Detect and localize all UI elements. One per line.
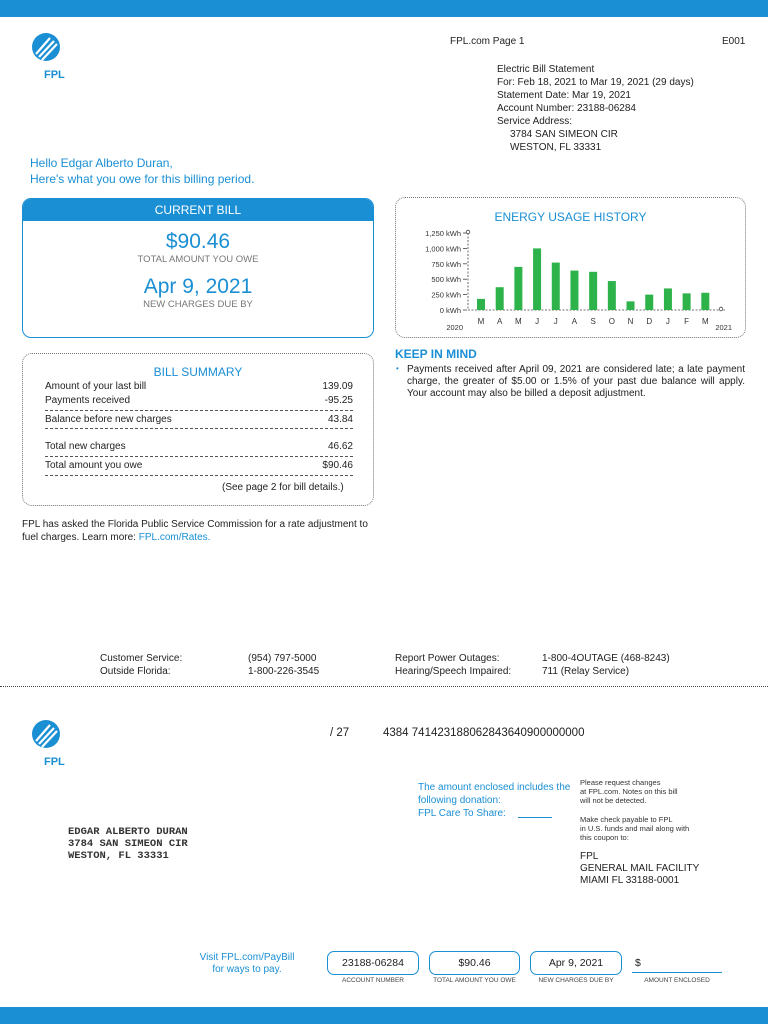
summary-value: 46.62 xyxy=(327,441,353,452)
outside-florida-label: Outside Florida: xyxy=(100,666,171,677)
usage-bar xyxy=(589,272,597,310)
power-outages-label: Report Power Outages: xyxy=(395,653,500,664)
keep-in-mind-title: KEEP IN MIND xyxy=(395,347,477,361)
greeting xyxy=(30,155,254,187)
coupon-slash-number: / 27 xyxy=(330,727,350,739)
statement-title: Electric Bill Statement xyxy=(497,64,595,75)
amount-enclosed-field[interactable] xyxy=(632,972,722,973)
usage-bar xyxy=(477,299,485,310)
usage-bar xyxy=(627,301,635,310)
service-address-label: Service Address: xyxy=(497,116,573,127)
check-note-line3: this coupon to: xyxy=(580,833,629,842)
check-note-line1: Make check payable to FPL xyxy=(580,815,673,824)
customer-city: WESTON, FL 33331 xyxy=(68,850,169,862)
change-note-line2: at FPL.com. Notes on this bill xyxy=(580,787,678,796)
mail-to-line2: GENERAL MAIL FACILITY xyxy=(580,863,700,874)
usage-bar xyxy=(608,281,616,310)
mail-to-address xyxy=(580,851,699,887)
form-code: E001 xyxy=(722,36,746,47)
x-tick-label: M xyxy=(477,317,485,326)
y-tick-label: 1,250 kWh xyxy=(425,229,461,238)
usage-bar xyxy=(683,293,691,310)
donation-text xyxy=(418,781,570,820)
summary-divider xyxy=(45,428,353,429)
year-end-label: 2021 xyxy=(715,323,732,332)
change-note xyxy=(580,778,678,805)
x-tick-label: M xyxy=(515,317,522,326)
donation-amount-field[interactable] xyxy=(518,817,552,818)
x-tick-label: A xyxy=(571,317,578,326)
site-page: FPL.com Page 1 xyxy=(450,36,525,47)
account-number: Account Number: 23188-06284 xyxy=(497,103,636,114)
hearing-impaired-label: Hearing/Speech Impaired: xyxy=(395,666,512,677)
summary-label: Amount of your last bill xyxy=(45,381,147,392)
usage-bar xyxy=(552,263,560,310)
service-address-line2: WESTON, FL 33331 xyxy=(510,142,602,153)
hearing-impaired-phone: 711 (Relay Service) xyxy=(542,666,630,677)
y-tick-label: 1,000 kWh xyxy=(425,244,461,254)
summary-label: Payments received xyxy=(45,395,131,406)
summary-label: Total new charges xyxy=(45,441,126,452)
summary-row-last-bill xyxy=(45,381,353,395)
service-address-line1: 3784 SAN SIMEON CIR xyxy=(510,129,618,140)
amount-enclosed-symbol: $ xyxy=(635,957,641,969)
paybill-note xyxy=(195,952,299,976)
x-tick-label: M xyxy=(701,317,709,326)
usage-bar xyxy=(645,295,653,310)
paybill-line2: for ways to pay. xyxy=(212,964,282,975)
usage-bar xyxy=(533,248,541,310)
tear-line xyxy=(0,686,768,687)
bill-summary-title: BILL SUMMARY xyxy=(153,365,243,379)
summary-divider xyxy=(45,456,353,457)
summary-value: $90.46 xyxy=(322,460,353,471)
usage-bar xyxy=(701,293,709,310)
x-tick-label: F xyxy=(684,317,690,326)
x-tick-label: D xyxy=(646,317,653,326)
check-note-line2: in U.S. funds and mail along with xyxy=(580,824,690,833)
energy-usage-chart xyxy=(395,225,746,337)
x-tick-label: A xyxy=(497,317,503,326)
x-tick-label: S xyxy=(590,317,596,326)
top-bar xyxy=(0,0,768,17)
greeting-line1: Hello Edgar Alberto Duran, xyxy=(30,156,173,170)
current-month-marker xyxy=(719,307,723,311)
y-tick-label: 500 kWh xyxy=(431,275,461,285)
amount-enclosed-label: AMOUNT ENCLOSED xyxy=(644,977,710,984)
summary-value: 43.84 xyxy=(327,414,353,425)
current-bill-amount-label: TOTAL AMOUNT YOU OWE xyxy=(137,254,259,265)
summary-divider xyxy=(45,475,353,476)
statement-info xyxy=(497,63,694,154)
summary-label: Total amount you owe xyxy=(45,460,143,471)
current-bill-box xyxy=(22,198,374,338)
coupon-fpl-logo xyxy=(28,719,78,772)
summary-note: (See page 2 for bill details.) xyxy=(222,482,344,493)
rates-link[interactable]: FPL.com/Rates. xyxy=(138,532,211,543)
fpl-logo-icon xyxy=(28,719,78,769)
summary-value: 139.09 xyxy=(322,381,353,392)
summary-divider xyxy=(45,410,353,411)
current-bill-amount: $90.46 xyxy=(165,230,231,253)
summary-row-new-charges xyxy=(45,441,353,455)
check-note xyxy=(580,815,689,842)
greeting-line2: Here's what you owe for this billing period. xyxy=(30,172,255,186)
axis-end-marker xyxy=(466,230,470,234)
paybill-link[interactable]: Visit FPL.com/PayBill xyxy=(199,952,295,963)
change-note-line1: Please request changes xyxy=(580,778,661,787)
usage-bar xyxy=(514,267,522,310)
account-number-label: ACCOUNT NUMBER xyxy=(342,977,404,984)
y-tick-label: 0 kWh xyxy=(439,306,461,315)
keep-in-mind-text: Payments received after April 09, 2021 are considered late; a late payment charge, the greater of $5.00 or 1.5% of your past due balance will apply. Your account may also be billed a deposit adjustment. xyxy=(407,364,745,399)
x-tick-label: N xyxy=(627,317,634,326)
customer-street: 3784 SAN SIMEON CIR xyxy=(68,838,188,850)
mail-to-line3: MIAMI FL 33188-0001 xyxy=(580,875,680,886)
rate-note xyxy=(22,518,377,544)
svg-text:FPL: FPL xyxy=(44,69,65,81)
donation-line2: following donation: xyxy=(418,795,501,806)
summary-row-total xyxy=(45,460,353,474)
x-tick-label: O xyxy=(608,317,615,326)
due-date-field: Apr 9, 2021 xyxy=(530,951,622,975)
y-tick-label: 750 kWh xyxy=(431,259,461,269)
x-tick-label: J xyxy=(665,317,670,326)
customer-service-label: Customer Service: xyxy=(100,653,183,664)
x-tick-label: J xyxy=(553,317,558,326)
bottom-bar xyxy=(0,1007,768,1024)
summary-row-balance xyxy=(45,414,353,428)
energy-usage-title: ENERGY USAGE HISTORY xyxy=(494,210,647,224)
x-tick-label: J xyxy=(535,317,540,326)
customer-address xyxy=(68,826,188,862)
usage-bar xyxy=(664,288,672,310)
mail-to-line1: FPL xyxy=(580,851,599,862)
billing-period: For: Feb 18, 2021 to Mar 19, 2021 (29 days) xyxy=(497,77,694,88)
due-date-label: NEW CHARGES DUE BY xyxy=(538,977,614,984)
usage-bar xyxy=(496,287,504,310)
current-bill-title: CURRENT BILL xyxy=(23,199,373,221)
bullet-icon: • xyxy=(396,364,399,373)
total-owed-field: $90.46 xyxy=(429,951,520,975)
summary-row-payments xyxy=(45,395,353,409)
statement-date: Statement Date: Mar 19, 2021 xyxy=(497,90,631,101)
donation-line1: The amount enclosed includes the xyxy=(418,782,571,793)
total-owed-label: TOTAL AMOUNT YOU OWE xyxy=(433,977,516,984)
usage-bar xyxy=(570,271,578,310)
outside-florida-phone: 1-800-226-3545 xyxy=(248,666,320,677)
current-bill-due-label: NEW CHARGES DUE BY xyxy=(143,299,253,310)
summary-label: Balance before new charges xyxy=(45,414,172,425)
summary-value: -95.25 xyxy=(324,395,353,406)
fpl-logo xyxy=(28,32,78,85)
donation-line3: FPL Care To Share: xyxy=(418,808,506,819)
svg-text:FPL: FPL xyxy=(44,756,65,768)
account-number-field: 23188-06284 xyxy=(327,951,419,975)
customer-service-phone: (954) 797-5000 xyxy=(248,653,317,664)
coupon-scanline: 4384 741423188062843640900000000 xyxy=(383,727,585,739)
current-bill-due-date: Apr 9, 2021 xyxy=(143,275,253,298)
customer-name: EDGAR ALBERTO DURAN xyxy=(68,826,188,838)
change-note-line3: will not be detected. xyxy=(580,796,647,805)
rate-note-text: FPL has asked the Florida Public Service Commission for a rate adjustment to fuel charges. Learn more: xyxy=(22,519,368,543)
fpl-logo-icon xyxy=(28,32,78,82)
power-outages-phone: 1-800-4OUTAGE (468-8243) xyxy=(542,653,670,664)
year-start-label: 2020 xyxy=(446,323,463,332)
y-tick-label: 250 kWh xyxy=(431,290,461,300)
